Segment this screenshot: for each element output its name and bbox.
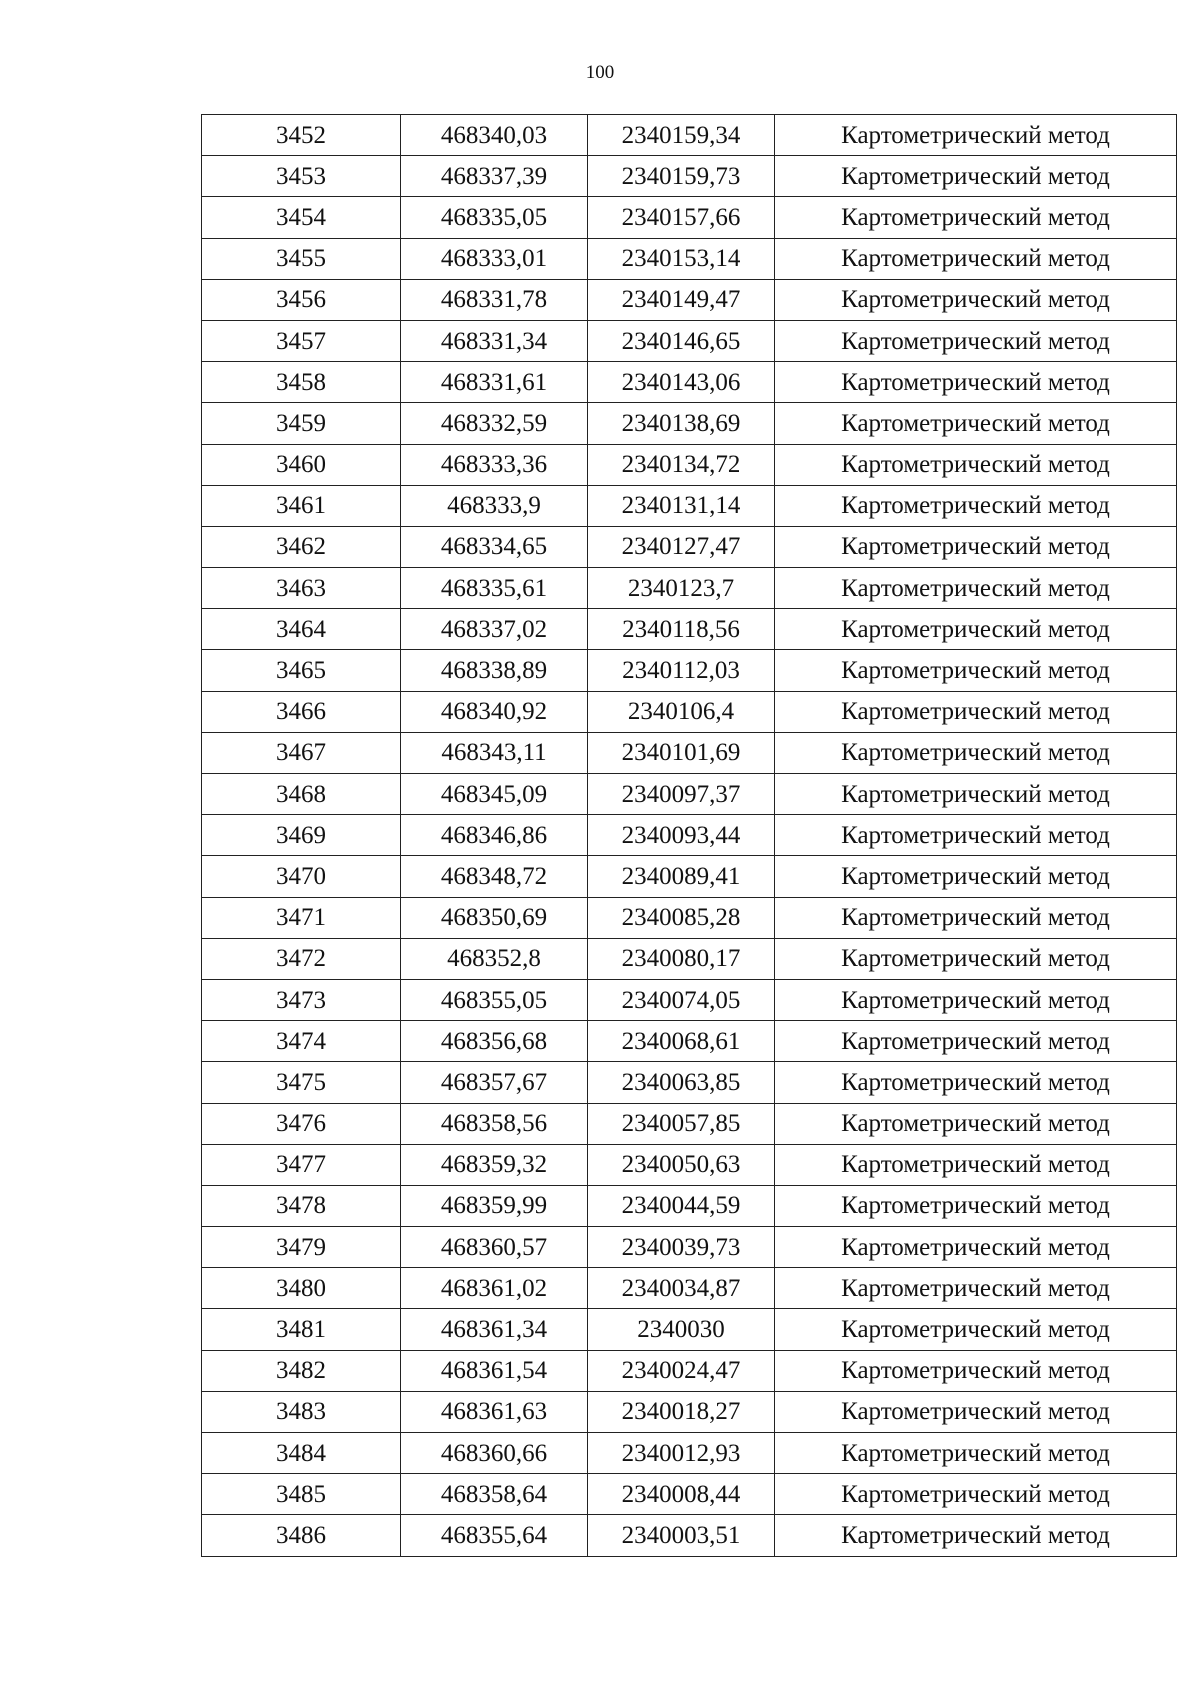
table-row [202, 403, 1177, 444]
x-coordinate-cell: 468331,78 [401, 279, 588, 320]
method-cell: Картометрический метод [775, 1391, 1177, 1432]
method-cell: Картометрический метод [775, 568, 1177, 609]
y-coordinate-cell: 2340101,69 [588, 732, 775, 773]
y-coordinate-cell: 2340131,14 [588, 485, 775, 526]
method-cell: Картометрический метод [775, 897, 1177, 938]
method-cell: Картометрический метод [775, 691, 1177, 732]
coordinates-table-body [202, 115, 1177, 1557]
y-coordinate-cell: 2340118,56 [588, 609, 775, 650]
y-coordinate-cell: 2340149,47 [588, 279, 775, 320]
method-cell: Картометрический метод [775, 1227, 1177, 1268]
y-coordinate-cell: 2340097,37 [588, 774, 775, 815]
point-number-cell: 3462 [202, 526, 401, 567]
point-number-cell: 3458 [202, 362, 401, 403]
x-coordinate-cell: 468331,61 [401, 362, 588, 403]
method-cell: Картометрический метод [775, 403, 1177, 444]
x-coordinate-cell: 468358,56 [401, 1103, 588, 1144]
y-coordinate-cell: 2340008,44 [588, 1474, 775, 1515]
y-coordinate-cell: 2340034,87 [588, 1268, 775, 1309]
y-coordinate-cell: 2340039,73 [588, 1227, 775, 1268]
y-coordinate-cell: 2340012,93 [588, 1433, 775, 1474]
y-coordinate-cell: 2340127,47 [588, 526, 775, 567]
table-row [202, 1268, 1177, 1309]
point-number-cell: 3475 [202, 1062, 401, 1103]
y-coordinate-cell: 2340085,28 [588, 897, 775, 938]
point-number-cell: 3460 [202, 444, 401, 485]
point-number-cell: 3481 [202, 1309, 401, 1350]
method-cell: Картометрический метод [775, 526, 1177, 567]
y-coordinate-cell: 2340030 [588, 1309, 775, 1350]
point-number-cell: 3482 [202, 1350, 401, 1391]
x-coordinate-cell: 468333,36 [401, 444, 588, 485]
x-coordinate-cell: 468361,34 [401, 1309, 588, 1350]
method-cell: Картометрический метод [775, 979, 1177, 1020]
point-number-cell: 3461 [202, 485, 401, 526]
table-row [202, 774, 1177, 815]
x-coordinate-cell: 468345,09 [401, 774, 588, 815]
point-number-cell: 3452 [202, 115, 401, 156]
method-cell: Картометрический метод [775, 732, 1177, 773]
point-number-cell: 3466 [202, 691, 401, 732]
method-cell: Картометрический метод [775, 856, 1177, 897]
table-row [202, 115, 1177, 156]
x-coordinate-cell: 468357,67 [401, 1062, 588, 1103]
x-coordinate-cell: 468361,54 [401, 1350, 588, 1391]
method-cell: Картометрический метод [775, 444, 1177, 485]
table-row [202, 362, 1177, 403]
table-row [202, 856, 1177, 897]
x-coordinate-cell: 468358,64 [401, 1474, 588, 1515]
table-row [202, 444, 1177, 485]
table-row [202, 197, 1177, 238]
table-row [202, 156, 1177, 197]
point-number-cell: 3465 [202, 650, 401, 691]
table-row [202, 1515, 1177, 1556]
table-row [202, 609, 1177, 650]
x-coordinate-cell: 468333,01 [401, 238, 588, 279]
page-number: 100 [585, 62, 615, 83]
method-cell: Картометрический метод [775, 1350, 1177, 1391]
point-number-cell: 3473 [202, 979, 401, 1020]
table-row [202, 1227, 1177, 1268]
x-coordinate-cell: 468359,99 [401, 1185, 588, 1226]
point-number-cell: 3464 [202, 609, 401, 650]
table-row [202, 691, 1177, 732]
x-coordinate-cell: 468361,02 [401, 1268, 588, 1309]
x-coordinate-cell: 468333,9 [401, 485, 588, 526]
y-coordinate-cell: 2340138,69 [588, 403, 775, 444]
coordinates-table [201, 114, 1177, 1557]
point-number-cell: 3471 [202, 897, 401, 938]
table-row [202, 938, 1177, 979]
point-number-cell: 3453 [202, 156, 401, 197]
point-number-cell: 3470 [202, 856, 401, 897]
method-cell: Картометрический метод [775, 609, 1177, 650]
x-coordinate-cell: 468331,34 [401, 320, 588, 361]
y-coordinate-cell: 2340143,06 [588, 362, 775, 403]
y-coordinate-cell: 2340044,59 [588, 1185, 775, 1226]
table-row [202, 1185, 1177, 1226]
point-number-cell: 3468 [202, 774, 401, 815]
point-number-cell: 3478 [202, 1185, 401, 1226]
method-cell: Картометрический метод [775, 1474, 1177, 1515]
y-coordinate-cell: 2340003,51 [588, 1515, 775, 1556]
table-row [202, 732, 1177, 773]
method-cell: Картометрический метод [775, 815, 1177, 856]
point-number-cell: 3469 [202, 815, 401, 856]
y-coordinate-cell: 2340157,66 [588, 197, 775, 238]
point-number-cell: 3485 [202, 1474, 401, 1515]
point-number-cell: 3472 [202, 938, 401, 979]
point-number-cell: 3480 [202, 1268, 401, 1309]
table-row [202, 1474, 1177, 1515]
table-row [202, 1433, 1177, 1474]
point-number-cell: 3456 [202, 279, 401, 320]
y-coordinate-cell: 2340123,7 [588, 568, 775, 609]
x-coordinate-cell: 468350,69 [401, 897, 588, 938]
point-number-cell: 3455 [202, 238, 401, 279]
table-row [202, 650, 1177, 691]
y-coordinate-cell: 2340080,17 [588, 938, 775, 979]
table-row [202, 1144, 1177, 1185]
table-row [202, 1021, 1177, 1062]
table-row [202, 238, 1177, 279]
method-cell: Картометрический метод [775, 774, 1177, 815]
table-row [202, 1062, 1177, 1103]
x-coordinate-cell: 468343,11 [401, 732, 588, 773]
x-coordinate-cell: 468356,68 [401, 1021, 588, 1062]
x-coordinate-cell: 468338,89 [401, 650, 588, 691]
method-cell: Картометрический метод [775, 238, 1177, 279]
x-coordinate-cell: 468337,39 [401, 156, 588, 197]
table-row [202, 897, 1177, 938]
y-coordinate-cell: 2340057,85 [588, 1103, 775, 1144]
method-cell: Картометрический метод [775, 320, 1177, 361]
method-cell: Картометрический метод [775, 485, 1177, 526]
x-coordinate-cell: 468340,03 [401, 115, 588, 156]
y-coordinate-cell: 2340093,44 [588, 815, 775, 856]
y-coordinate-cell: 2340146,65 [588, 320, 775, 361]
x-coordinate-cell: 468335,05 [401, 197, 588, 238]
table-row [202, 1350, 1177, 1391]
y-coordinate-cell: 2340063,85 [588, 1062, 775, 1103]
x-coordinate-cell: 468361,63 [401, 1391, 588, 1432]
y-coordinate-cell: 2340024,47 [588, 1350, 775, 1391]
y-coordinate-cell: 2340050,63 [588, 1144, 775, 1185]
method-cell: Картометрический метод [775, 156, 1177, 197]
table-row [202, 526, 1177, 567]
x-coordinate-cell: 468337,02 [401, 609, 588, 650]
y-coordinate-cell: 2340068,61 [588, 1021, 775, 1062]
y-coordinate-cell: 2340159,34 [588, 115, 775, 156]
y-coordinate-cell: 2340106,4 [588, 691, 775, 732]
table-row [202, 485, 1177, 526]
method-cell: Картометрический метод [775, 115, 1177, 156]
x-coordinate-cell: 468335,61 [401, 568, 588, 609]
table-row [202, 1309, 1177, 1350]
x-coordinate-cell: 468332,59 [401, 403, 588, 444]
point-number-cell: 3476 [202, 1103, 401, 1144]
x-coordinate-cell: 468340,92 [401, 691, 588, 732]
y-coordinate-cell: 2340159,73 [588, 156, 775, 197]
x-coordinate-cell: 468346,86 [401, 815, 588, 856]
point-number-cell: 3484 [202, 1433, 401, 1474]
method-cell: Картометрический метод [775, 1144, 1177, 1185]
method-cell: Картометрический метод [775, 362, 1177, 403]
point-number-cell: 3467 [202, 732, 401, 773]
method-cell: Картометрический метод [775, 1515, 1177, 1556]
x-coordinate-cell: 468355,05 [401, 979, 588, 1020]
table-row [202, 979, 1177, 1020]
y-coordinate-cell: 2340018,27 [588, 1391, 775, 1432]
method-cell: Картометрический метод [775, 197, 1177, 238]
method-cell: Картометрический метод [775, 1021, 1177, 1062]
point-number-cell: 3459 [202, 403, 401, 444]
method-cell: Картометрический метод [775, 1433, 1177, 1474]
method-cell: Картометрический метод [775, 938, 1177, 979]
table-row [202, 320, 1177, 361]
x-coordinate-cell: 468352,8 [401, 938, 588, 979]
table-row [202, 568, 1177, 609]
x-coordinate-cell: 468334,65 [401, 526, 588, 567]
x-coordinate-cell: 468360,57 [401, 1227, 588, 1268]
table-row [202, 1103, 1177, 1144]
method-cell: Картометрический метод [775, 1062, 1177, 1103]
point-number-cell: 3463 [202, 568, 401, 609]
y-coordinate-cell: 2340089,41 [588, 856, 775, 897]
method-cell: Картометрический метод [775, 650, 1177, 691]
x-coordinate-cell: 468348,72 [401, 856, 588, 897]
x-coordinate-cell: 468359,32 [401, 1144, 588, 1185]
y-coordinate-cell: 2340112,03 [588, 650, 775, 691]
method-cell: Картометрический метод [775, 1309, 1177, 1350]
table-row [202, 279, 1177, 320]
x-coordinate-cell: 468360,66 [401, 1433, 588, 1474]
x-coordinate-cell: 468355,64 [401, 1515, 588, 1556]
method-cell: Картометрический метод [775, 1103, 1177, 1144]
point-number-cell: 3479 [202, 1227, 401, 1268]
table-row [202, 1391, 1177, 1432]
y-coordinate-cell: 2340134,72 [588, 444, 775, 485]
point-number-cell: 3486 [202, 1515, 401, 1556]
point-number-cell: 3477 [202, 1144, 401, 1185]
method-cell: Картометрический метод [775, 279, 1177, 320]
table-row [202, 815, 1177, 856]
y-coordinate-cell: 2340074,05 [588, 979, 775, 1020]
method-cell: Картометрический метод [775, 1185, 1177, 1226]
method-cell: Картометрический метод [775, 1268, 1177, 1309]
point-number-cell: 3457 [202, 320, 401, 361]
y-coordinate-cell: 2340153,14 [588, 238, 775, 279]
point-number-cell: 3474 [202, 1021, 401, 1062]
point-number-cell: 3454 [202, 197, 401, 238]
point-number-cell: 3483 [202, 1391, 401, 1432]
